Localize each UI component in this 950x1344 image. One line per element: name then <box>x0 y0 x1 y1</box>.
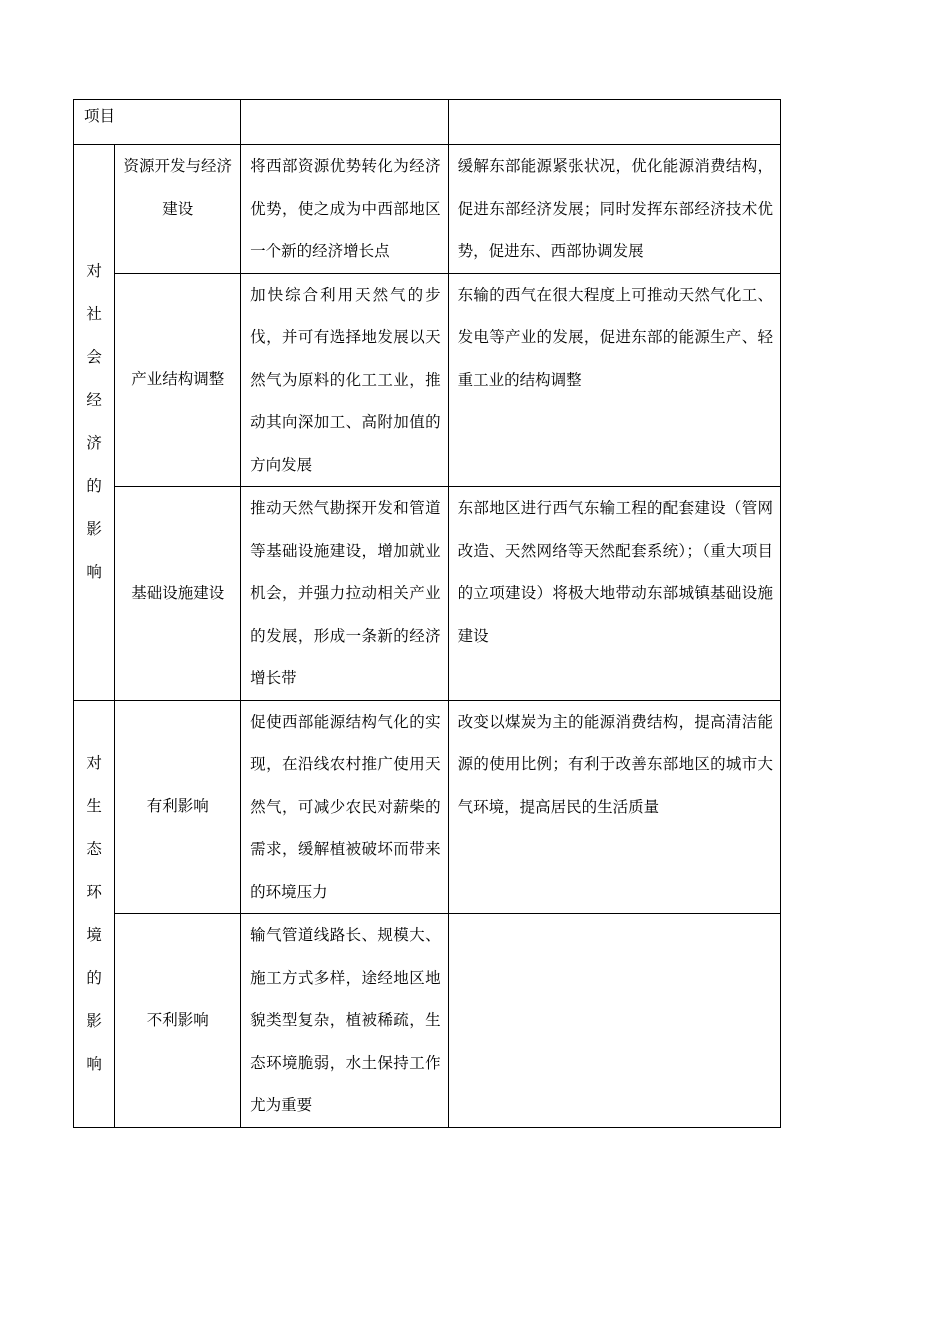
sub-label-resource-development: 资源开发与经济建设 <box>115 145 241 274</box>
east-impact-cell: 改变以煤炭为主的能源消费结构，提高清洁能源的使用比例；有利于改善东部地区的城市大气环境，提高居民的生活质量 <box>448 700 780 914</box>
table-row <box>74 914 781 1128</box>
table-row <box>74 273 781 487</box>
west-impact-cell: 输气管道线路长、规模大、施工方式多样，途经地区地貌类型复杂，植被稀疏，生态环境脆弱，水土保持工作尤为重要 <box>241 914 448 1128</box>
table-row <box>74 145 781 274</box>
sub-label-favorable: 有利影响 <box>115 700 241 914</box>
east-impact-cell <box>448 914 780 1128</box>
west-impact-cell: 加快综合利用天然气的步伐，并可有选择地发展以天然气为原料的化工工业，推动其向深加工、高附加值的方向发展 <box>241 273 448 487</box>
group-label-ecology: 对 生 态 环 境 的 影 响 <box>74 700 115 1127</box>
table-header-row <box>74 100 781 145</box>
table-row <box>74 487 781 701</box>
table-row <box>74 700 781 914</box>
sub-label-infrastructure: 基础设施建设 <box>115 487 241 701</box>
header-item-cell: 项目 <box>74 100 241 145</box>
impact-table <box>73 99 781 1128</box>
header-east-cell <box>448 100 780 145</box>
sub-label-industrial-structure: 产业结构调整 <box>115 273 241 487</box>
west-impact-cell: 促使西部能源结构气化的实现，在沿线农村推广使用天然气，可减少农民对薪柴的需求，缓解植被破坏而带来的环境压力 <box>241 700 448 914</box>
east-impact-cell: 东部地区进行西气东输工程的配套建设（管网改造、天然网络等天然配套系统）；（重大项目的立项建设）将极大地带动东部城镇基础设施建设 <box>448 487 780 701</box>
sub-label-unfavorable: 不利影响 <box>115 914 241 1128</box>
group-label-economy: 对 社 会 经 济 的 影 响 <box>74 145 115 701</box>
header-west-cell <box>241 100 448 145</box>
east-impact-cell: 东输的西气在很大程度上可推动天然气化工、发电等产业的发展，促进东部的能源生产、轻重工业的结构调整 <box>448 273 780 487</box>
west-impact-cell: 将西部资源优势转化为经济优势，使之成为中西部地区一个新的经济增长点 <box>241 145 448 274</box>
west-impact-cell: 推动天然气勘探开发和管道等基础设施建设，增加就业机会，并强力拉动相关产业的发展，形成一条新的经济增长带 <box>241 487 448 701</box>
east-impact-cell: 缓解东部能源紧张状况，优化能源消费结构，促进东部经济发展；同时发挥东部经济技术优势，促进东、西部协调发展 <box>448 145 780 274</box>
